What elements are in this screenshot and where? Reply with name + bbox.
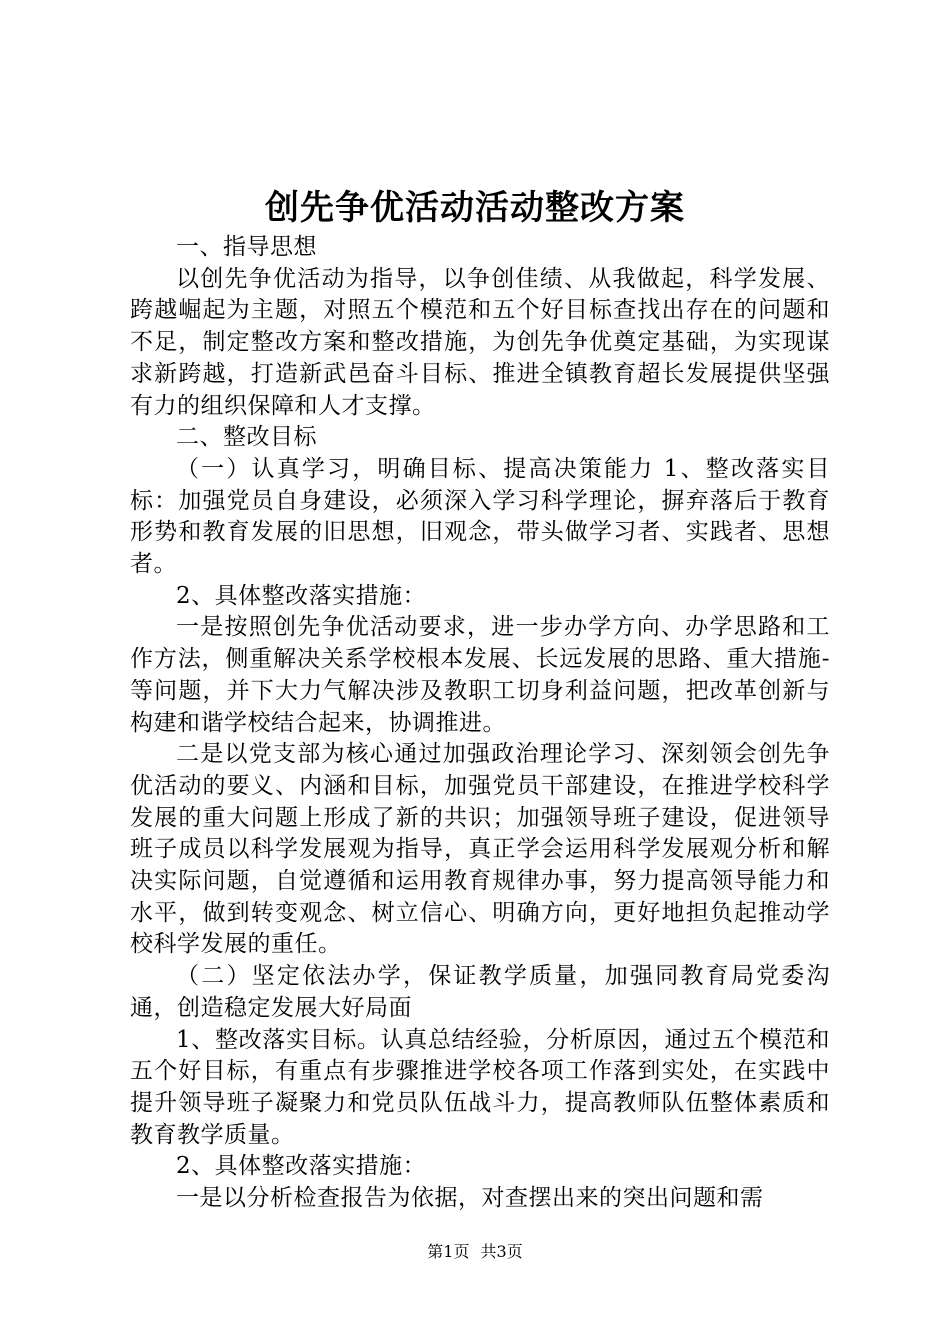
paragraph: （二）坚定依法办学，保证教学质量，加强同教育局党委沟通，创造稳定发展大好局面 [130, 963, 830, 1021]
page-footer [0, 1241, 950, 1263]
paragraph: 二是以党支部为核心通过加强政治理论学习、深刻领会创先争优活动的要义、内涵和目标，加强党员干部建设，在推进学校科学发展的重大问题上形成了新的共识；加强领导班子建设，促进领导班子成员以科学发展观为指导，真正学会运用科学发展观分析和解决实际问题，自觉遵循和运用教育规律办事，努力提高领导能力和水平，做到转变观念、树立信心、明确方向，更好地担负起推动学校科学发展的重任。 [130, 741, 830, 958]
paragraph: 1、整改落实目标。认真总结经验，分析原因，通过五个模范和五个好目标，有重点有步骤推进学校各项工作落到实处，在实践中提升领导班子凝聚力和党员队伍战斗力，提高教师队伍整体素质和教育教学质量。 [130, 1026, 830, 1148]
section-heading-rectification-goals: 二、整改目标 [176, 424, 317, 451]
page-total: 共3页 [480, 1242, 523, 1261]
paragraph: 一是以分析检查报告为依据，对查摆出来的突出问题和需 [176, 1185, 764, 1212]
paragraph: （一）认真学习，明确目标、提高决策能力 1、整改落实目标：加强党员自身建设，必须深入学习科学理论，摒弃落后于教育形势和教育发展的旧思想，旧观念，带头做学习者、实践者、思想者。 [130, 455, 830, 578]
subheading-measures: 2、具体整改落实措施： [176, 582, 427, 609]
paragraph: 以创先争优活动为指导，以争创佳绩、从我做起，科学发展、跨越崛起为主题，对照五个模范和五个好目标查找出存在的问题和不足，制定整改方案和整改措施，为创先争优奠定基础，为实现谋求新跨越，打造新武邑奋斗目标、推进全镇教育超长发展提供坚强有力的组织保障和人才支撑。 [130, 265, 830, 419]
subheading-measures: 2、具体整改落实措施： [176, 1153, 427, 1180]
section-heading-guiding-ideology: 一、指导思想 [176, 234, 317, 260]
document-title: 创先争优活动活动整改方案 [265, 188, 685, 228]
page-number: 第1页 [427, 1242, 470, 1261]
document-body [130, 232, 830, 1215]
paragraph: 一是按照创先争优活动要求，进一步办学方向、办学思路和工作方法，侧重解决关系学校根本发展、长远发展的思路、重大措施-等问题，并下大力气解决涉及教职工切身利益问题，把改革创新与构建和谐学校结合起来，协调推进。 [130, 614, 830, 736]
